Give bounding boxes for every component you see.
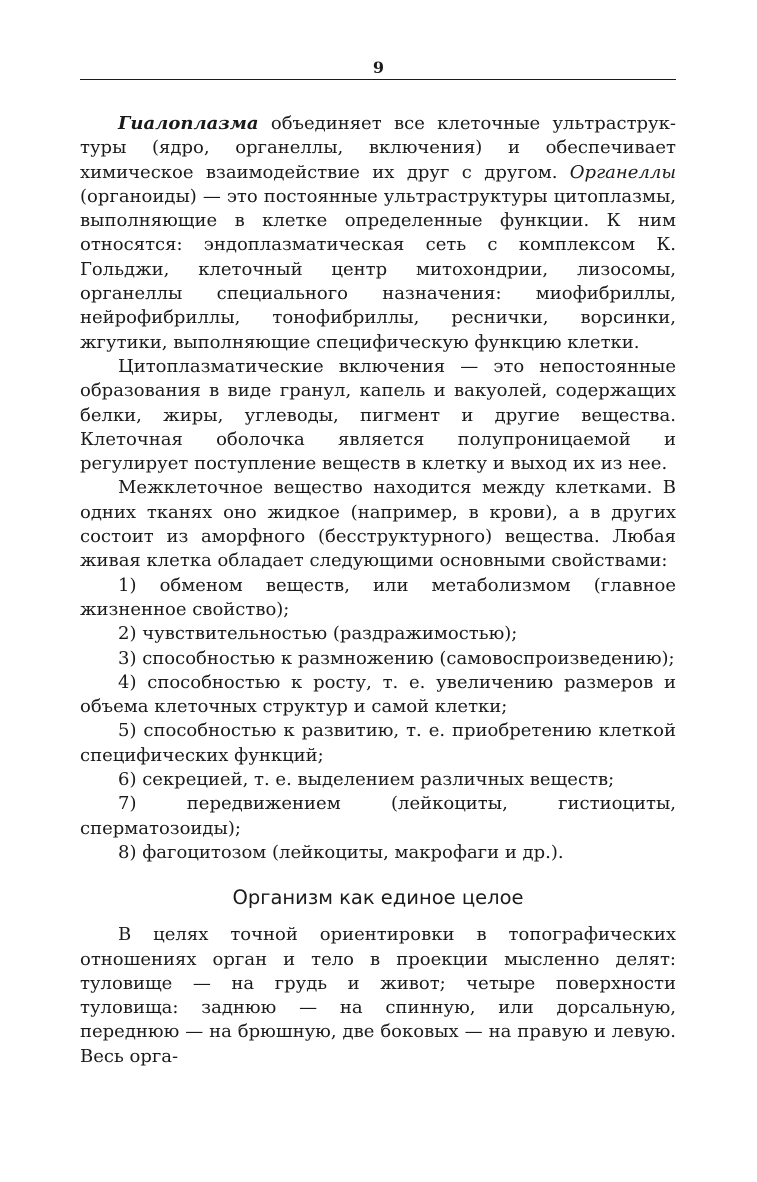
section-heading: Организм как единое целое [232, 886, 524, 910]
list-item: 6) секрецией, т. е. выделением различных веществ; [118, 769, 615, 791]
page-number: 9 [372, 58, 385, 77]
list-item: 5) способностью к развитию, т. е. приобретению клеткой специфических функций; [80, 720, 676, 766]
paragraph-hyaloplasm [80, 112, 676, 355]
list-item: 8) фагоцитозом (лейкоциты, макрофаги и др.). [118, 841, 564, 863]
term-hyaloplasm: Гиалоплазма [118, 113, 259, 134]
paragraph-orientation: В целях точной ориентировки в топографических отношениях орган и тело в проекции мысленно делят: туловище — на грудь и живот; четыре поверхности туловища: заднюю — на спинную, или дорсальную, переднюю — на брюшную, две боковых — на правую и левую. Весь орга- [80, 924, 676, 1067]
header-rule [80, 79, 676, 80]
list-item: 2) чувствительностью (раздражимостью); [118, 623, 518, 645]
paragraph-intercellular: Межклеточное вещество находится между клетками. В одних тканях оно жидкое (например, в крови), а в других состоит из аморфного (бесструктурного) вещества. Любая живая клетка обладает следующими основными свойствами: [80, 477, 676, 572]
list-item: 1) обменом веществ, или метаболизмом (главное жизненное свойство); [80, 574, 676, 620]
term-organelles: Органеллы [569, 161, 676, 183]
page-body [80, 112, 676, 1069]
list-item: 7) передвижением (лейкоциты, гистиоциты, сперматозоиды); [80, 793, 676, 839]
paragraph-text: (органоиды) — это постоянные ультраструктуры цитоплазмы, выполняющие в клетке определенные функции. К ним относятся: эндоплазматическая сеть с комплексом К. Гольджи, клеточный центр митохондрии, лизосомы, органеллы специального назначения: миофибриллы, нейрофибриллы, тонофибриллы, реснички, ворсинки, жгутики, выполняющие специфическую функцию клетки. [80, 185, 676, 353]
list-item: 3) способностью к размножению (самовоспроизведению); [118, 647, 675, 669]
list-item: 4) способностью к росту, т. е. увеличению размеров и объема клеточных структур и самой клетки; [80, 671, 676, 718]
paragraph-inclusions: Цитоплазматические включения — это непостоянные образования в виде гранул, капель и вакуолей, содержащих белки, жиры, углеводы, пигмент и другие вещества. Клеточная оболочка является полупроницаемой и регулирует поступление веществ в клетку и выход их из нее. [80, 355, 676, 475]
paragraph-text: объединяет все клеточные ультраструктуры (ядро, органеллы, включения) и обеспечивает химическое взаимодействие их друг с другом. [80, 113, 676, 183]
